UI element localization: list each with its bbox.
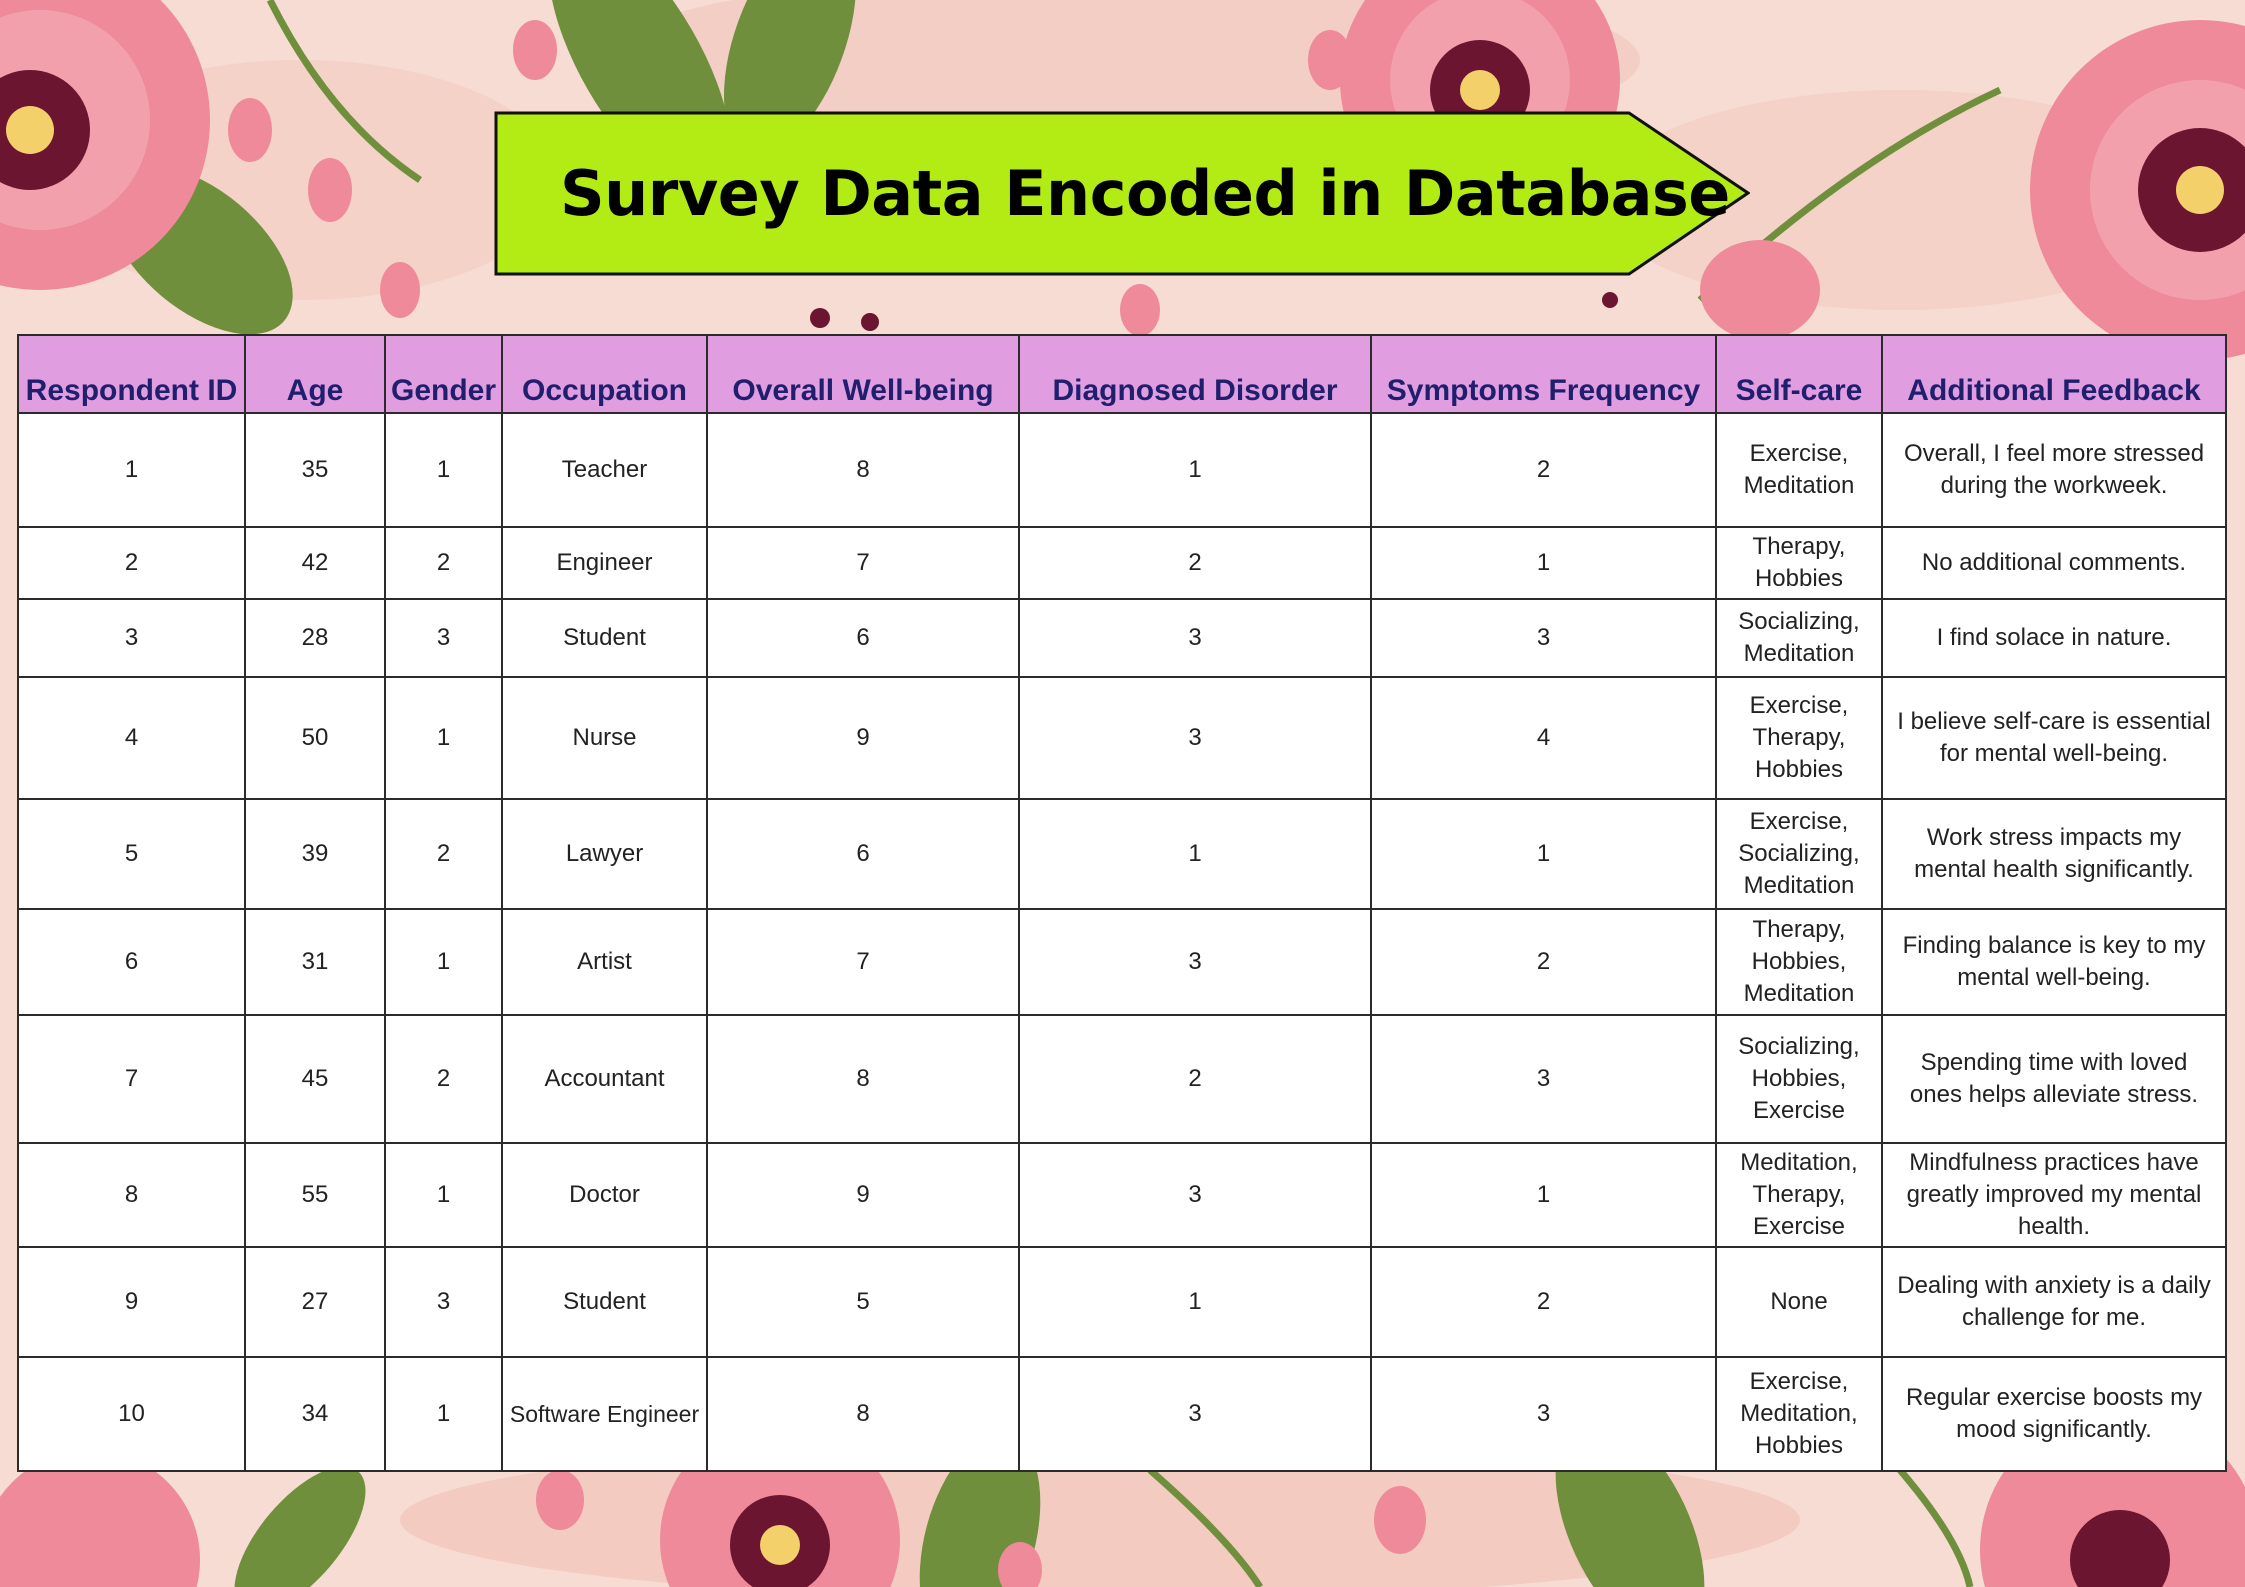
table-header-row bbox=[18, 335, 2226, 413]
survey-table-container bbox=[17, 334, 2225, 1464]
cell-disorder: 3 bbox=[1019, 909, 1371, 1015]
cell-occupation: Accountant bbox=[502, 1015, 707, 1143]
cell-feedback: No additional comments. bbox=[1882, 527, 2226, 599]
cell-disorder: 3 bbox=[1019, 1357, 1371, 1471]
cell-age: 42 bbox=[245, 527, 385, 599]
cell-feedback: Dealing with anxiety is a daily challenge for me. bbox=[1882, 1247, 2226, 1357]
cell-age: 45 bbox=[245, 1015, 385, 1143]
cell-respondent-id: 7 bbox=[18, 1015, 245, 1143]
cell-selfcare: Socializing, Meditation bbox=[1716, 599, 1882, 677]
cell-age: 55 bbox=[245, 1143, 385, 1247]
cell-feedback: Finding balance is key to my mental well-being. bbox=[1882, 909, 2226, 1015]
table-row bbox=[18, 527, 2226, 599]
cell-selfcare: Exercise, Meditation bbox=[1716, 413, 1882, 527]
column-header-disorder: Diagnosed Disorder bbox=[1019, 335, 1371, 413]
cell-feedback: Work stress impacts my mental health significantly. bbox=[1882, 799, 2226, 909]
cell-occupation: Nurse bbox=[502, 677, 707, 799]
cell-selfcare: Therapy, Hobbies bbox=[1716, 527, 1882, 599]
cell-symptoms: 3 bbox=[1371, 599, 1716, 677]
cell-symptoms: 4 bbox=[1371, 677, 1716, 799]
cell-occupation: Lawyer bbox=[502, 799, 707, 909]
cell-feedback: I believe self-care is essential for mental well-being. bbox=[1882, 677, 2226, 799]
cell-wellbeing: 8 bbox=[707, 1015, 1019, 1143]
cell-symptoms: 2 bbox=[1371, 909, 1716, 1015]
cell-wellbeing: 5 bbox=[707, 1247, 1019, 1357]
cell-respondent-id: 2 bbox=[18, 527, 245, 599]
cell-selfcare: None bbox=[1716, 1247, 1882, 1357]
cell-age: 35 bbox=[245, 413, 385, 527]
cell-symptoms: 3 bbox=[1371, 1015, 1716, 1143]
cell-gender: 1 bbox=[385, 413, 502, 527]
cell-age: 39 bbox=[245, 799, 385, 909]
cell-respondent-id: 3 bbox=[18, 599, 245, 677]
column-header-occupation: Occupation bbox=[502, 335, 707, 413]
cell-disorder: 1 bbox=[1019, 413, 1371, 527]
column-header-feedback: Additional Feedback bbox=[1882, 335, 2226, 413]
cell-gender: 1 bbox=[385, 909, 502, 1015]
cell-wellbeing: 6 bbox=[707, 599, 1019, 677]
cell-respondent-id: 4 bbox=[18, 677, 245, 799]
survey-table bbox=[17, 334, 2227, 1472]
cell-gender: 1 bbox=[385, 677, 502, 799]
cell-disorder: 1 bbox=[1019, 1247, 1371, 1357]
cell-selfcare: Exercise, Meditation, Hobbies bbox=[1716, 1357, 1882, 1471]
cell-symptoms: 1 bbox=[1371, 1143, 1716, 1247]
cell-feedback: Regular exercise boosts my mood significantly. bbox=[1882, 1357, 2226, 1471]
cell-disorder: 3 bbox=[1019, 599, 1371, 677]
cell-respondent-id: 6 bbox=[18, 909, 245, 1015]
cell-gender: 2 bbox=[385, 1015, 502, 1143]
table-row bbox=[18, 799, 2226, 909]
table-row bbox=[18, 909, 2226, 1015]
cell-age: 27 bbox=[245, 1247, 385, 1357]
cell-wellbeing: 8 bbox=[707, 1357, 1019, 1471]
cell-respondent-id: 9 bbox=[18, 1247, 245, 1357]
cell-respondent-id: 5 bbox=[18, 799, 245, 909]
cell-wellbeing: 7 bbox=[707, 527, 1019, 599]
cell-occupation: Engineer bbox=[502, 527, 707, 599]
cell-occupation: Student bbox=[502, 1247, 707, 1357]
cell-disorder: 2 bbox=[1019, 527, 1371, 599]
cell-selfcare: Socializing, Hobbies, Exercise bbox=[1716, 1015, 1882, 1143]
cell-gender: 2 bbox=[385, 527, 502, 599]
cell-occupation: Student bbox=[502, 599, 707, 677]
table-body bbox=[18, 413, 2226, 1471]
cell-feedback: Mindfulness practices have greatly improved my mental health. bbox=[1882, 1143, 2226, 1247]
cell-feedback: Spending time with loved ones helps alleviate stress. bbox=[1882, 1015, 2226, 1143]
cell-symptoms: 3 bbox=[1371, 1357, 1716, 1471]
cell-wellbeing: 8 bbox=[707, 413, 1019, 527]
cell-gender: 3 bbox=[385, 1247, 502, 1357]
cell-gender: 1 bbox=[385, 1357, 502, 1471]
cell-respondent-id: 10 bbox=[18, 1357, 245, 1471]
page-title: Survey Data Encoded in Database bbox=[560, 157, 1730, 230]
cell-selfcare: Exercise, Socializing, Meditation bbox=[1716, 799, 1882, 909]
column-header-respondent-id: Respondent ID bbox=[18, 335, 245, 413]
cell-gender: 2 bbox=[385, 799, 502, 909]
column-header-gender: Gender bbox=[385, 335, 502, 413]
cell-symptoms: 2 bbox=[1371, 413, 1716, 527]
cell-disorder: 1 bbox=[1019, 799, 1371, 909]
column-header-selfcare: Self-care bbox=[1716, 335, 1882, 413]
table-row bbox=[18, 1015, 2226, 1143]
cell-respondent-id: 8 bbox=[18, 1143, 245, 1247]
cell-wellbeing: 9 bbox=[707, 1143, 1019, 1247]
cell-disorder: 2 bbox=[1019, 1015, 1371, 1143]
cell-selfcare: Exercise, Therapy, Hobbies bbox=[1716, 677, 1882, 799]
table-row bbox=[18, 1247, 2226, 1357]
cell-age: 50 bbox=[245, 677, 385, 799]
cell-feedback: Overall, I feel more stressed during the workweek. bbox=[1882, 413, 2226, 527]
cell-occupation: Doctor bbox=[502, 1143, 707, 1247]
cell-age: 34 bbox=[245, 1357, 385, 1471]
table-row bbox=[18, 1357, 2226, 1471]
cell-age: 31 bbox=[245, 909, 385, 1015]
cell-wellbeing: 9 bbox=[707, 677, 1019, 799]
cell-feedback: I find solace in nature. bbox=[1882, 599, 2226, 677]
cell-symptoms: 1 bbox=[1371, 527, 1716, 599]
cell-symptoms: 2 bbox=[1371, 1247, 1716, 1357]
column-header-wellbeing: Overall Well-being bbox=[707, 335, 1019, 413]
cell-wellbeing: 6 bbox=[707, 799, 1019, 909]
cell-selfcare: Meditation, Therapy, Exercise bbox=[1716, 1143, 1882, 1247]
table-row bbox=[18, 1143, 2226, 1247]
cell-respondent-id: 1 bbox=[18, 413, 245, 527]
title-banner bbox=[494, 111, 1750, 276]
cell-occupation: Software Engineer bbox=[502, 1357, 707, 1471]
cell-occupation: Teacher bbox=[502, 413, 707, 527]
cell-wellbeing: 7 bbox=[707, 909, 1019, 1015]
cell-disorder: 3 bbox=[1019, 677, 1371, 799]
table-row bbox=[18, 413, 2226, 527]
column-header-symptoms: Symptoms Frequency bbox=[1371, 335, 1716, 413]
table-row bbox=[18, 677, 2226, 799]
cell-gender: 3 bbox=[385, 599, 502, 677]
cell-occupation: Artist bbox=[502, 909, 707, 1015]
column-header-age: Age bbox=[245, 335, 385, 413]
cell-disorder: 3 bbox=[1019, 1143, 1371, 1247]
cell-gender: 1 bbox=[385, 1143, 502, 1247]
cell-symptoms: 1 bbox=[1371, 799, 1716, 909]
cell-selfcare: Therapy, Hobbies, Meditation bbox=[1716, 909, 1882, 1015]
table-row bbox=[18, 599, 2226, 677]
cell-age: 28 bbox=[245, 599, 385, 677]
